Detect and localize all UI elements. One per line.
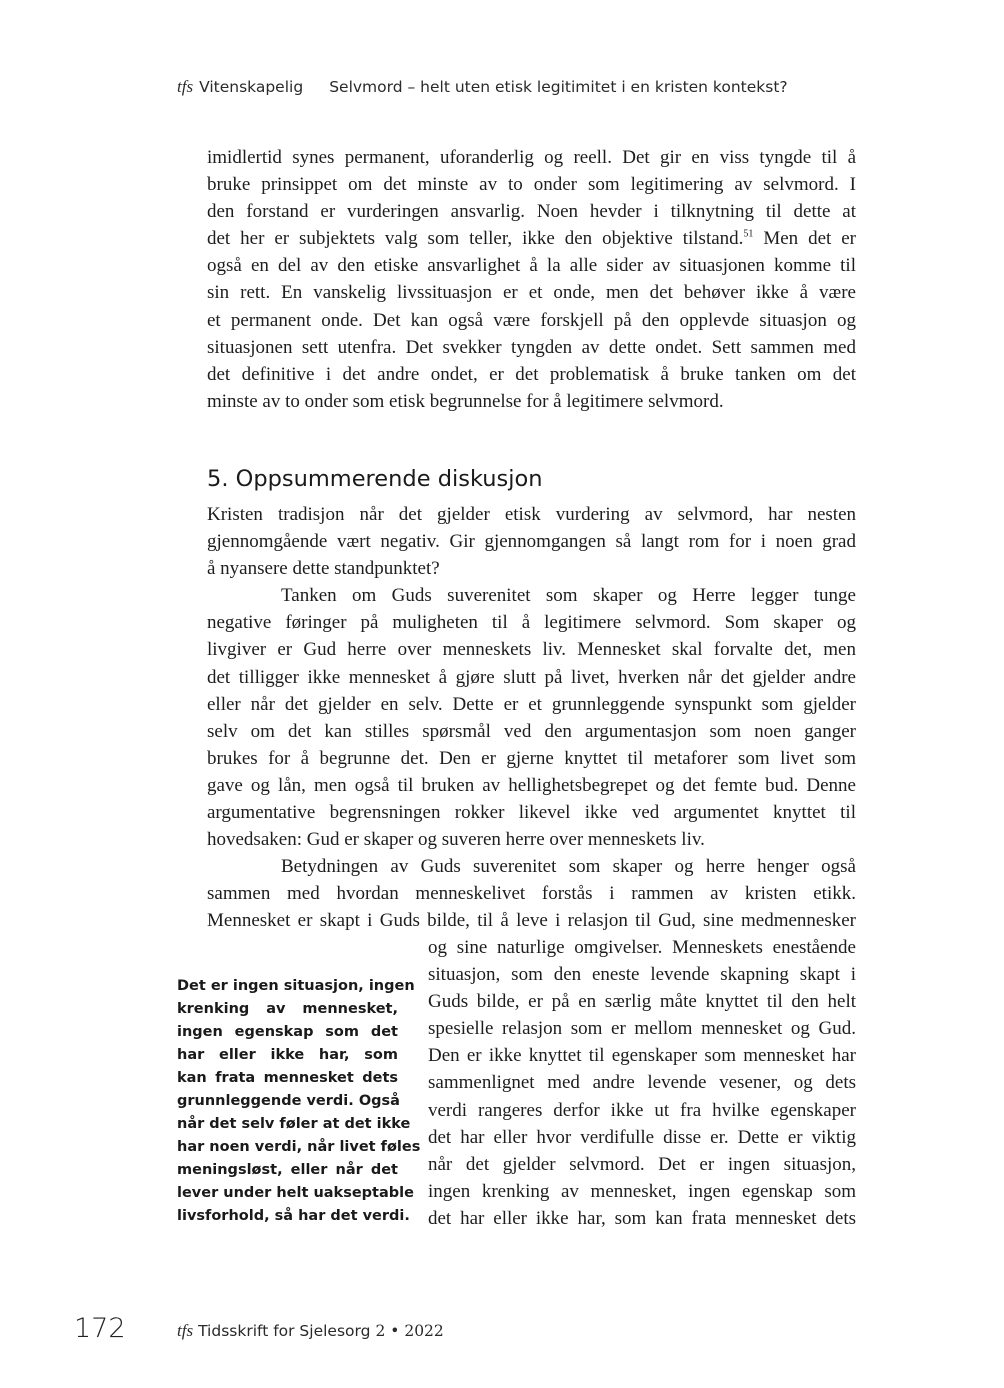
section-heading: 5. Oppsummerende diskusjon [207, 466, 543, 492]
text-line: gjennomgående vært negativ. Gir gjennomgangen så langt rom for i noen grad [207, 531, 856, 553]
paragraph-4-continued [428, 934, 856, 1232]
text-line: Guds bilde, er på en særlig måte knyttet til den helt [428, 991, 856, 1013]
text-line: spesielle relasjon som er mellom mennesket og Gud. [428, 1018, 856, 1040]
pull-quote-line: når det selv føler at det ikke [177, 1116, 411, 1132]
pull-quote-line: ingen egenskap som det [177, 1024, 398, 1040]
running-title: Selvmord – helt uten etisk legitimitet i en kristen kontekst? [329, 78, 788, 96]
text-segment: det her er subjektets valg som teller, ikke den objektive tilstand. [207, 228, 744, 250]
text-line: ingen krenking av mennesket, ingen egenskap som [428, 1180, 856, 1202]
text-line: eller når det gjelder en selv. Dette er et grunnleggende synspunkt som gjelder [207, 693, 856, 715]
text-line: brukes for å begrunne det. Den er gjerne knyttet til metaforer som livet som [207, 747, 856, 769]
text-line: argumentative begrensningen rokker likevel ikke ved argumentet knyttet til [207, 802, 856, 824]
paragraph-2-to-4 [207, 501, 856, 935]
paragraph-1 [207, 144, 856, 415]
text-line: Betydningen av Guds suverenitet som skaper og herre henger også [281, 856, 856, 878]
text-line: Tanken om Guds suverenitet som skaper og Herre legger tunge [281, 585, 856, 607]
text-line: situasjon, som den eneste levende skapning skapt i [428, 964, 856, 986]
text-line: et permanent onde. Det kan også være forskjell på den opplevde situasjon og [207, 309, 856, 331]
journal-abbreviation: tfs [177, 77, 194, 96]
text-line: minste av to onder som etisk begrunnelse for å legitimere selvmord. [207, 390, 724, 412]
running-header [177, 77, 788, 97]
text-line: bruke prinsippet om det minste av to onder som legitimering av selvmord. I [207, 174, 856, 196]
pull-quote-line: har noen verdi, når livet føles [177, 1139, 421, 1155]
text-line: den forstand er vurderingen ansvarlig. Noen hevder i tilknytning til dette at [207, 201, 856, 223]
pull-quote-line: lever under helt uakseptable [177, 1185, 414, 1201]
pull-quote-line: krenking av mennesket, [177, 1001, 398, 1017]
pull-quote-line: meningsløst, eller når det [177, 1162, 398, 1178]
text-line: sammenlignet med andre levende vesener, og dets [428, 1072, 856, 1094]
page-number: 172 [74, 1313, 126, 1344]
pull-quote-line: livsforhold, så har det verdi. [177, 1208, 410, 1224]
text-segment: Men det er [753, 228, 856, 250]
text-line: selv om det kan stilles spørsmål ved den argumentasjon som noen ganger [207, 720, 856, 742]
text-line: og sine naturlige omgivelser. Menneskets enestående [428, 937, 856, 958]
text-line: det har eller hvor verdifulle disse er. Dette er viktig [428, 1126, 856, 1148]
journal-name: Tidsskrift for Sjelesorg [198, 1322, 371, 1340]
text-line: Mennesket er skapt i Guds bilde, til å leve i relasjon til Gud, sine medmennesker [207, 910, 856, 932]
text-line: hovedsaken: Gud er skaper og suveren herre over menneskets liv. [207, 829, 705, 851]
journal-footer [177, 1321, 444, 1341]
pull-quote-line: Det er ingen situasjon, ingen [177, 978, 415, 994]
section-label: Vitenskapelig [199, 78, 304, 96]
issue-label: 2 • 2022 [375, 1322, 444, 1340]
pull-quote [177, 975, 421, 1228]
text-line: Den er ikke knyttet til egenskaper som mennesket har [428, 1045, 856, 1067]
text-line: også en del av den etiske ansvarlighet å la alle sider av situasjonen komme til [207, 255, 856, 277]
text-line: å nyansere dette standpunktet? [207, 558, 440, 580]
footnote-reference[interactable]: 51 [743, 228, 754, 240]
text-line: livgiver er Gud herre over menneskets liv. Mennesket skal forvalte det, men [207, 639, 856, 661]
text-line: sin rett. En vanskelig livssituasjon er et onde, men det behøver ikke å være [207, 282, 856, 304]
text-line: det har eller ikke har, som kan frata mennesket dets [428, 1207, 856, 1229]
text-line: det definitive i det andre ondet, er det problematisk å bruke tanken om det [207, 363, 856, 385]
pull-quote-line: grunnleggende verdi. Også [177, 1093, 400, 1109]
text-line: Kristen tradisjon når det gjelder etisk vurdering av selvmord, har nesten [207, 504, 856, 525]
text-line: situasjonen sett utenfra. Det svekker tyngden av dette ondet. Sett sammen med [207, 336, 856, 358]
journal-abbreviation: tfs [177, 1321, 194, 1340]
text-line-with-footnote [207, 225, 856, 252]
text-line: verdi rangeres derfor ikke ut fra hvilke egenskaper [428, 1099, 856, 1121]
text-line: imidlertid synes permanent, uforanderlig og reell. Det gir en viss tyngde til å [207, 147, 856, 168]
pull-quote-line: har eller ikke har, som [177, 1047, 398, 1063]
text-line: det tilligger ikke mennesket å gjøre slutt på livet, hverken når det gjelder andre [207, 666, 856, 688]
text-line: gave og lån, men også til bruken av hellighetsbegrepet og det femte bud. Denne [207, 774, 856, 796]
text-line: når det gjelder selvmord. Det er ingen situasjon, [428, 1153, 856, 1175]
pull-quote-line: kan frata mennesket dets [177, 1070, 398, 1086]
text-line: negative føringer på muligheten til å legitimere selvmord. Som skaper og [207, 612, 856, 634]
text-line: sammen med hvordan menneskelivet forstås i rammen av kristen etikk. [207, 883, 856, 905]
